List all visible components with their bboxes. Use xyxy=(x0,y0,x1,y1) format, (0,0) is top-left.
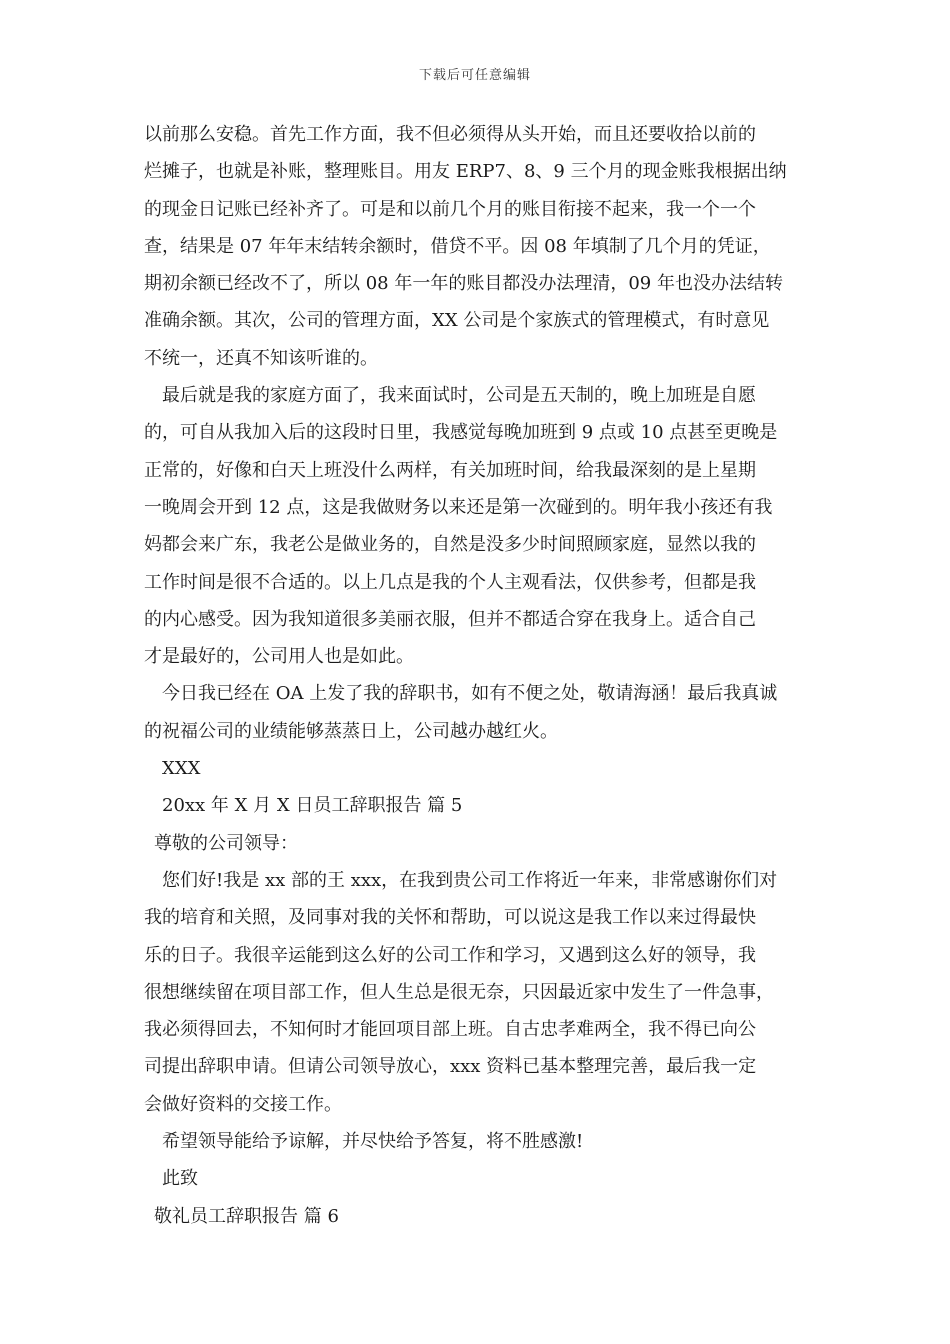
paragraph-line: 准确余额。其次，公司的管理方面，XX 公司是个家族式的管理模式，有时意见 xyxy=(144,310,770,332)
paragraph-line: 期初余额已经改不了，所以 08 年一年的账目都没办法理清，09 年也没办法结转 xyxy=(144,273,783,295)
signature: XXX xyxy=(162,758,201,780)
paragraph-line: 我必须得回去，不知何时才能回项目部上班。自古忠孝难两全，我不得已向公 xyxy=(144,1019,756,1041)
closing-line: 此致 xyxy=(162,1168,198,1190)
paragraph-line: 工作时间是很不合适的。以上几点是我的个人主观看法，仅供参考，但都是我 xyxy=(144,571,756,593)
paragraph-line: 司提出辞职申请。但请公司领导放心，xxx 资料已基本整理完善，最后我一定 xyxy=(144,1056,757,1078)
paragraph-line: 我的培育和关照，及同事对我的关怀和帮助，可以说这是我工作以来过得最快 xyxy=(144,907,756,929)
paragraph-line: 妈都会来广东，我老公是做业务的，自然是没多少时间照顾家庭，显然以我的 xyxy=(144,534,756,556)
paragraph-line: 正常的，好像和白天上班没什么两样，有关加班时间，给我最深刻的是上星期 xyxy=(144,459,756,481)
paragraph-line: 您们好!我是 xx 部的王 xxx，在我到贵公司工作将近一年来，非常感谢你们对 xyxy=(162,869,778,891)
paragraph-line: 最后就是我的家庭方面了，我来面试时，公司是五天制的，晚上加班是自愿 xyxy=(162,385,756,407)
paragraph-line: 一晚周会开到 12 点，这是我做财务以来还是第一次碰到的。明年我小孩还有我 xyxy=(144,496,773,518)
paragraph-line: 很想继续留在项目部工作，但人生总是很无奈，只因最近家中发生了一件急事， xyxy=(144,981,774,1003)
section-title: 敬礼员工辞职报告 篇 6 xyxy=(154,1205,339,1227)
paragraph-line: 的内心感受。因为我知道很多美丽衣服，但并不都适合穿在我身上。适合自己 xyxy=(144,608,756,630)
paragraph-line: 不统一，还真不知该听谁的。 xyxy=(144,347,378,369)
paragraph-line: 查，结果是 07 年年末结转余额时，借贷不平。因 08 年填制了几个月的凭证， xyxy=(144,235,771,257)
paragraph-line: 以前那么安稳。首先工作方面，我不但必须得从头开始，而且还要收拾以前的 xyxy=(144,124,756,145)
paragraph-line: 乐的日子。我很辛运能到这么好的公司工作和学习，又遇到这么好的领导，我 xyxy=(144,944,756,966)
salutation: 尊敬的公司领导： xyxy=(154,832,298,854)
section-title: 20xx 年 X 月 X 日员工辞职报告 篇 5 xyxy=(162,795,463,817)
paragraph-line: 的祝福公司的业绩能够蒸蒸日上，公司越办越红火。 xyxy=(144,720,558,742)
paragraph-line: 的现金日记账已经补齐了。可是和以前几个月的账目衔接不起来，我一个一个 xyxy=(144,198,756,220)
paragraph-line: 希望领导能给予谅解，并尽快给予答复，将不胜感激! xyxy=(162,1131,584,1153)
document-body xyxy=(144,116,810,1235)
paragraph-line: 烂摊子，也就是补账，整理账目。用友 ERP7、8、9 三个月的现金账我根据出纳 xyxy=(144,161,787,183)
paragraph-line: 才是最好的，公司用人也是如此。 xyxy=(144,646,414,668)
paragraph-line: 会做好资料的交接工作。 xyxy=(144,1093,342,1115)
paragraph-line: 今日我已经在 OA 上发了我的辞职书，如有不便之处，敬请海涵！最后我真诚 xyxy=(162,683,778,705)
page-header: 下载后可任意编辑 xyxy=(418,68,531,83)
paragraph-line: 的，可自从我加入后的这段时日里，我感觉每晚加班到 9 点或 10 点甚至更晚是 xyxy=(144,422,778,444)
